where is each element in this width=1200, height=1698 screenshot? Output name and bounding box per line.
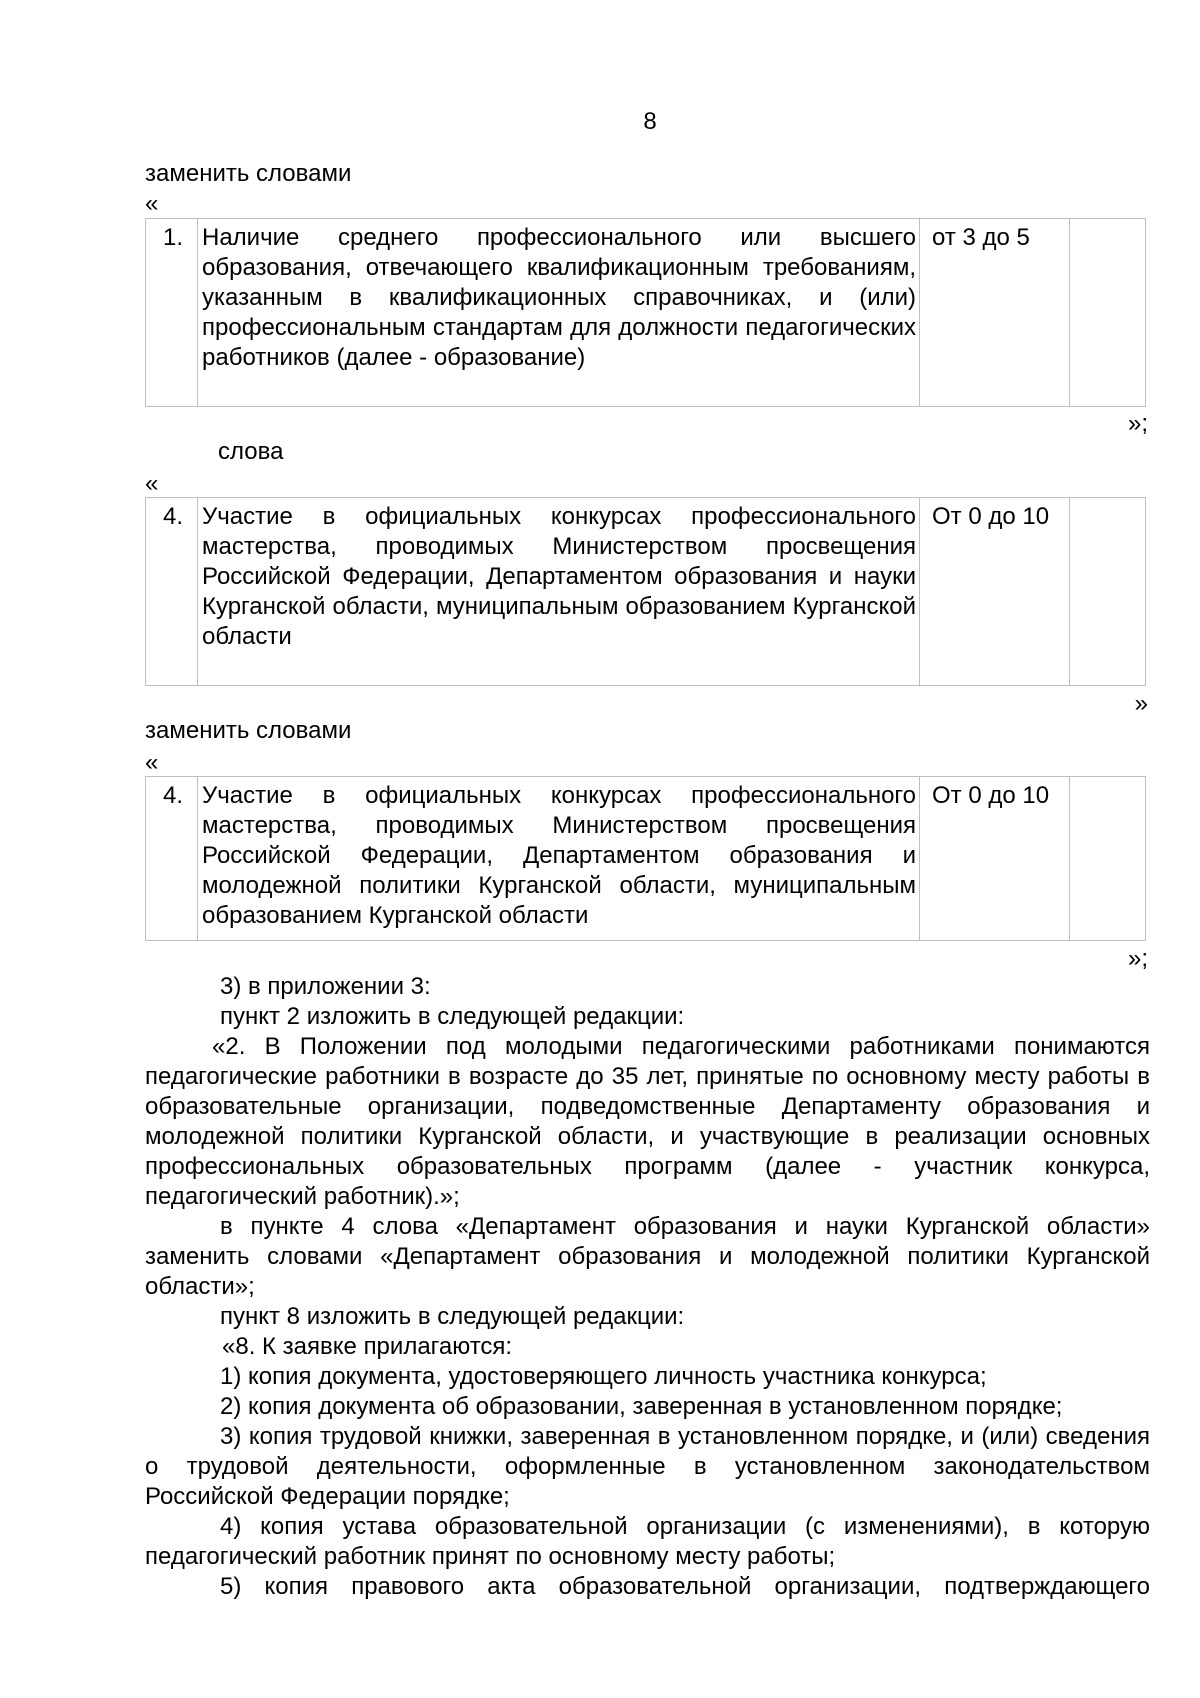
table-row bbox=[146, 498, 1146, 686]
paragraph: 1) копия документа, удостоверяющего личность участника конкурса; bbox=[220, 1363, 987, 1390]
score-range: от 3 до 5 bbox=[920, 219, 1070, 407]
criterion-text: Наличие среднего профессионального или высшего образования, отвечающего квалификационным требованиям, указанным в квалификационных справочниках, и (или) профессиональным стандартам для должности педагогических работников (далее - образование) bbox=[198, 219, 920, 407]
criteria-table-3 bbox=[145, 776, 1146, 941]
criteria-table-2 bbox=[145, 497, 1146, 686]
paragraph: пункт 8 изложить в следующей редакции: bbox=[220, 1303, 685, 1330]
replace-label-2: заменить словами bbox=[145, 717, 352, 744]
paragraph: «8. К заявке прилагаются: bbox=[222, 1333, 513, 1360]
close-quote-3: »; bbox=[1127, 945, 1148, 972]
score-range: От 0 до 10 bbox=[920, 777, 1070, 941]
empty-cell bbox=[1070, 777, 1146, 941]
paragraph: 3) копия трудовой книжки, заверенная в установленном порядке, и (или) сведения о трудовой деятельности, оформленные в установленном законодательством Российской Федерации порядке; bbox=[145, 1423, 1150, 1510]
paragraph: 5) копия правового акта образовательной организации, подтверждающего bbox=[220, 1573, 1150, 1600]
paragraph: 4) копия устава образовательной организации (с изменениями), в которую педагогический работник принят по основному месту работы; bbox=[145, 1513, 1150, 1570]
close-quote-2: » bbox=[1134, 690, 1148, 717]
table-row bbox=[146, 219, 1146, 407]
paragraph: «2. В Положении под молодыми педагогическими работниками понимаются педагогические работники в возрасте до 35 лет, принятые по основному месту работы в образовательные организации, подведомственные Департаменту образования и молодежной политики Курганской области, и участвующие в реализации основных профессиональных образовательных программ (далее - участник конкурса, педагогический работник).»; bbox=[145, 1033, 1150, 1210]
empty-cell bbox=[1070, 498, 1146, 686]
paragraph: 3) в приложении 3: bbox=[220, 973, 431, 1000]
close-quote-1: »; bbox=[1127, 410, 1148, 437]
row-number: 4. bbox=[146, 777, 198, 941]
score-range: От 0 до 10 bbox=[920, 498, 1070, 686]
open-quote-1: « bbox=[145, 190, 159, 217]
paragraph: пункт 2 изложить в следующей редакции: bbox=[220, 1003, 685, 1030]
empty-cell bbox=[1070, 219, 1146, 407]
paragraph: 2) копия документа об образовании, заверенная в установленном порядке; bbox=[220, 1393, 1063, 1420]
row-number: 4. bbox=[146, 498, 198, 686]
criterion-text: Участие в официальных конкурсах профессионального мастерства, проводимых Министерством просвещения Российской Федерации, Департаментом образования и молодежной политики Курганской области, муниципальным образованием Курганской области bbox=[198, 777, 920, 941]
amendment-body bbox=[145, 972, 1150, 1602]
open-quote-2: « bbox=[145, 470, 159, 497]
row-number: 1. bbox=[146, 219, 198, 407]
page-number: 8 bbox=[643, 108, 657, 135]
open-quote-3: « bbox=[145, 749, 159, 776]
words-label: слова bbox=[218, 438, 284, 465]
table-row bbox=[146, 777, 1146, 941]
criteria-table-1 bbox=[145, 218, 1146, 407]
replace-label-1: заменить словами bbox=[145, 160, 352, 187]
criterion-text: Участие в официальных конкурсах профессионального мастерства, проводимых Министерством просвещения Российской Федерации, Департаментом образования и науки Курганской области, муниципальным образованием Курганской области bbox=[198, 498, 920, 686]
paragraph: в пункте 4 слова «Департамент образования и науки Курганской области» заменить словами «Департамент образования и молодежной политики Курганской области»; bbox=[145, 1213, 1150, 1300]
